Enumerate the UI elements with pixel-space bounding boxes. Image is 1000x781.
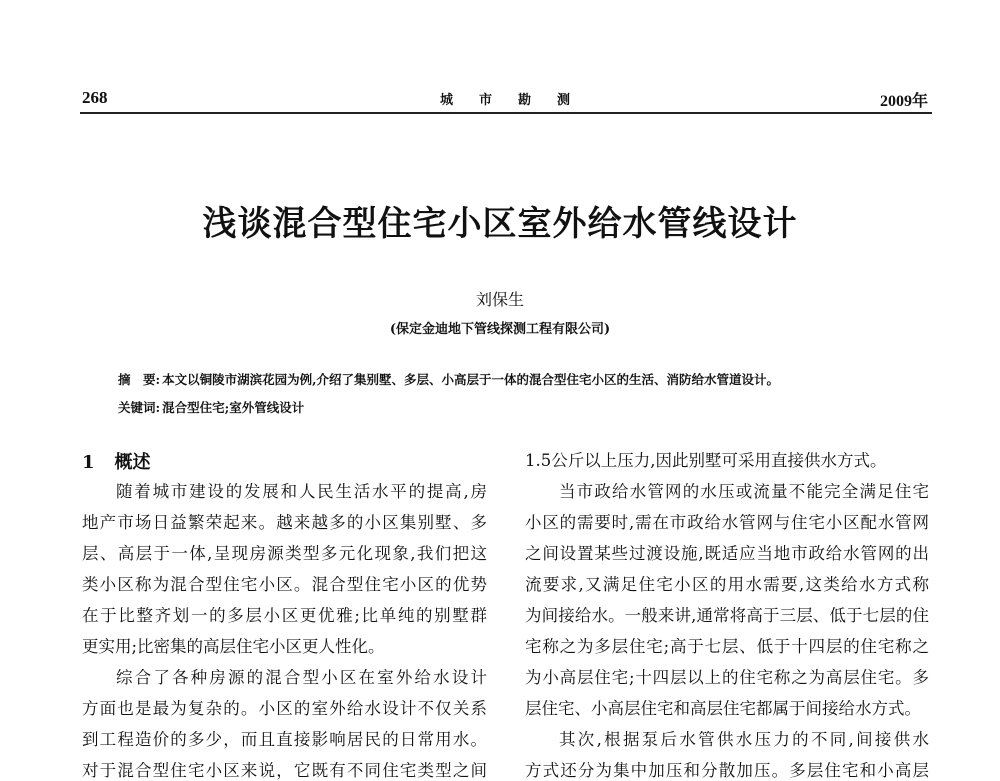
text-line: 其次,根据泵后水管供水压力的不同,间接供水: [559, 730, 929, 749]
journal-char: 市: [478, 93, 492, 108]
text-line: 随着城市建设的发展和人民生活水平的提高,房: [116, 482, 487, 501]
text-line: 1.5公斤以上压力,因此别墅可采用直接供水方式。: [525, 451, 887, 470]
text-line: 方式还分为集中加压和分散加压。多层住宅和小高层: [525, 761, 929, 780]
journal-char: 测: [556, 93, 570, 108]
journal-year: 2009年: [879, 93, 928, 110]
abstract-label: 摘 要:: [118, 372, 161, 387]
journal-name: [440, 89, 570, 108]
text-line: 为间接给水。一般来讲,通常将高于三层、低于七层的住: [525, 606, 929, 625]
journal-char: 勘: [517, 93, 531, 108]
affiliation: (保定金迪地下管线探测工程有限公司): [389, 322, 611, 337]
text-line: 地产市场日益繁荣起来。越来越多的小区集别墅、多: [82, 513, 487, 532]
keywords-label: 关键词:: [118, 400, 161, 415]
text-line: 为小高层住宅;十四层以上的住宅称之为高层住宅。多: [525, 668, 929, 687]
abstract-text: 本文以铜陵市湖滨花园为例,介绍了集别墅、多层、小高层于一体的混合型住宅小区的生活、消防给水管道设计。: [162, 372, 779, 387]
article-title: 浅谈混合型住宅小区室外给水管线设计: [202, 204, 798, 244]
text-line: 对于混合型住宅小区来说，它既有不同住宅类型之间: [82, 761, 487, 780]
keywords: [118, 398, 304, 416]
journal-char: 城: [440, 93, 454, 108]
text-line: 宅称之为多层住宅;高于七层、低于十四层的住宅称之: [525, 637, 929, 656]
author: 刘保生: [475, 290, 524, 309]
text-line: 层住宅、小高层住宅和高层住宅都属于间接给水方式。: [525, 699, 921, 718]
text-line: 小区的需要时,需在市政给水管网与住宅小区配水管网: [525, 513, 929, 532]
text-line: 到工程造价的多少，而且直接影响居民的日常用水。: [82, 730, 487, 749]
text-line: 方面也是最为复杂的。小区的室外给水设计不仅关系: [82, 699, 487, 718]
text-line: 当市政给水管网的水压或流量不能完全满足住宅: [559, 482, 929, 501]
text-line: 之间设置某些过渡设施,既适应当地市政给水管网的出: [525, 544, 929, 563]
abstract: [118, 370, 779, 388]
text-line: 在于比整齐划一的多层小区更优雅;比单纯的别墅群: [82, 606, 487, 625]
text-line: 类小区称为混合型住宅小区。混合型住宅小区的优势: [82, 575, 487, 594]
section-title: 概述: [114, 452, 151, 473]
text-line: 更实用;比密集的高层住宅小区更人性化。: [82, 637, 385, 656]
text-line: 流要求,又满足住宅小区的用水需要,这类给水方式称: [525, 575, 929, 594]
text-line: 层、高层于一体,呈现房源类型多元化现象,我们把这: [82, 544, 487, 563]
header-rule: [80, 112, 932, 114]
section-heading: [82, 448, 151, 474]
section-number: 1: [82, 452, 95, 473]
keywords-text: 混合型住宅;室外管线设计: [162, 400, 305, 415]
page-number: 268: [82, 88, 108, 107]
text-line: 综合了各种房源的混合型小区在室外给水设计: [116, 668, 487, 687]
